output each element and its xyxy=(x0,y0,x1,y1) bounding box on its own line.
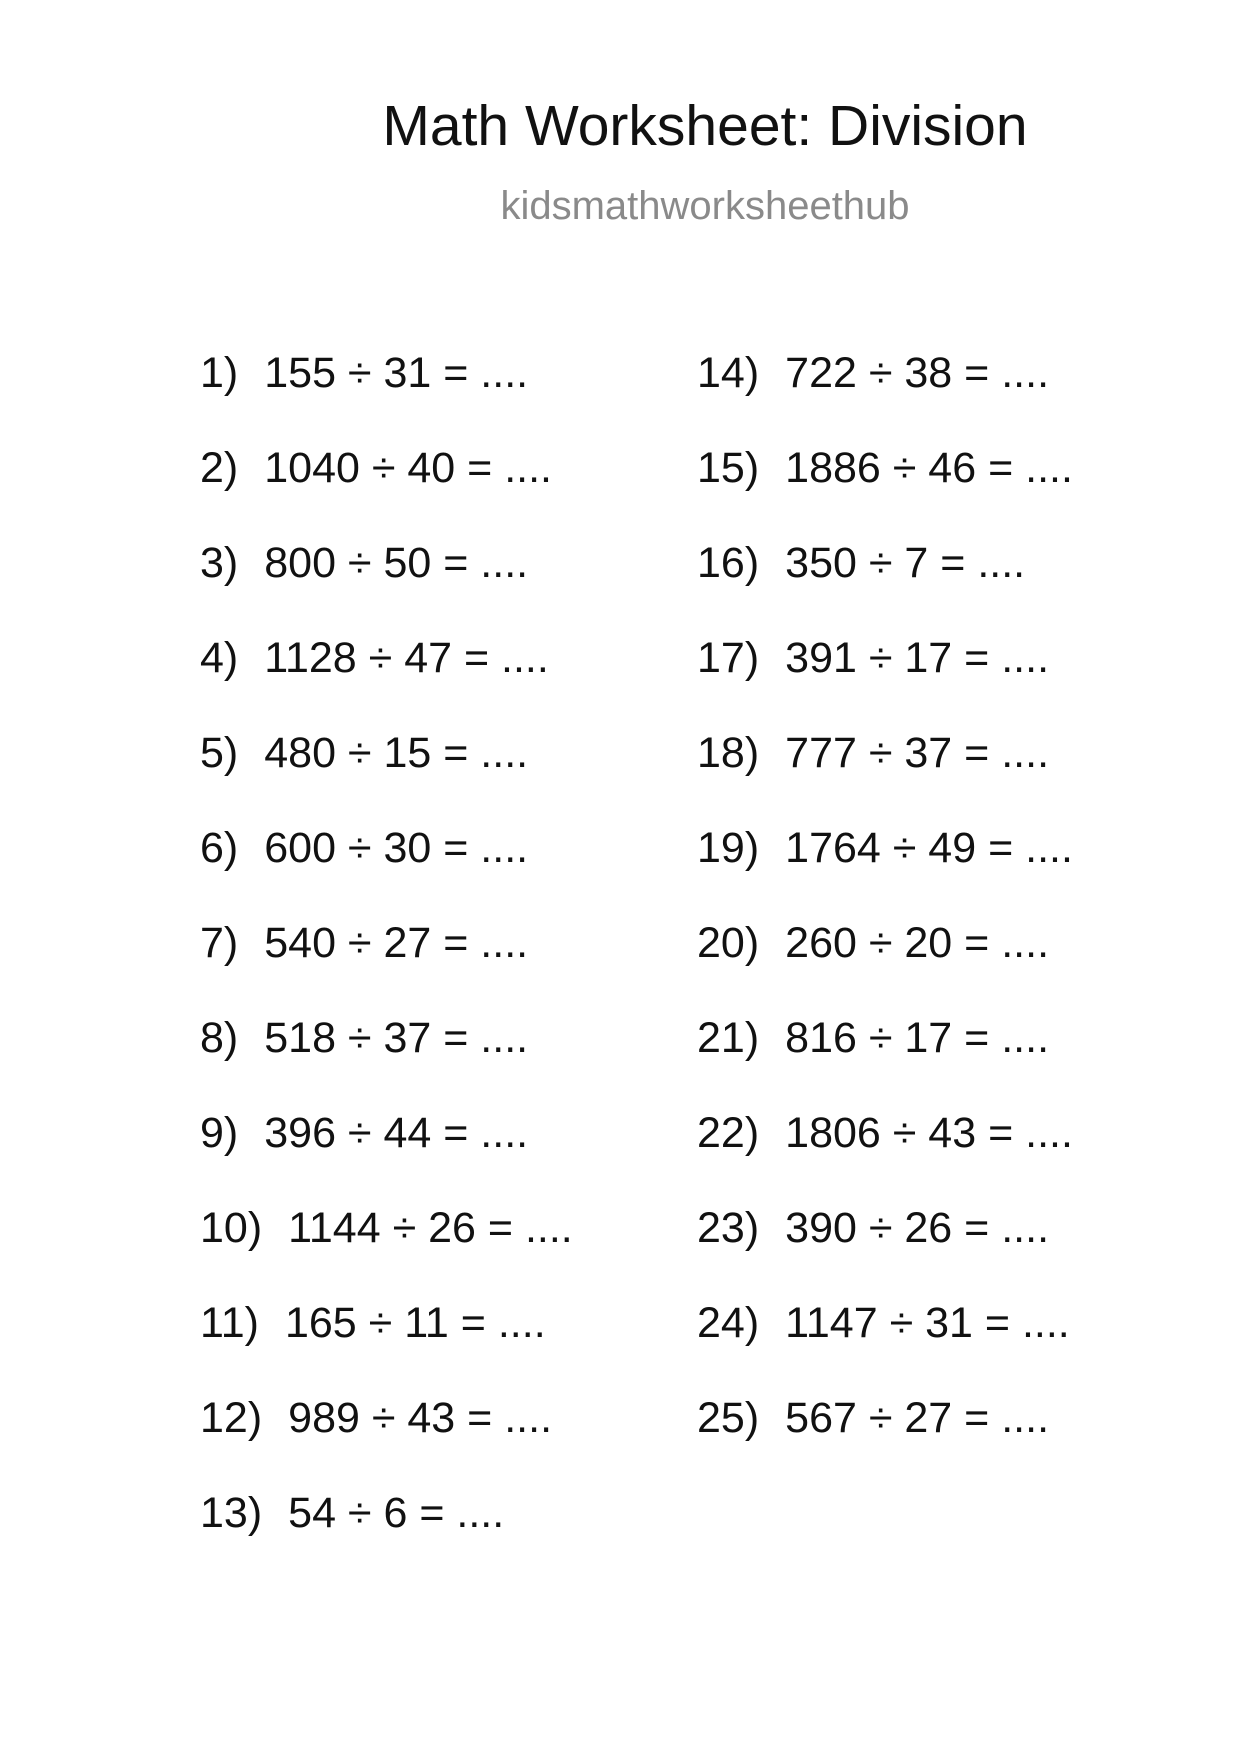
problem-number: 22) xyxy=(697,1109,760,1157)
problem-item xyxy=(697,1109,1073,1207)
problem-expression: 816 ÷ 17 = .... xyxy=(785,1014,1050,1062)
problem-expression: 155 ÷ 31 = .... xyxy=(264,349,529,397)
worksheet-subtitle: kidsmathworksheethub xyxy=(500,184,910,228)
problem-item xyxy=(697,444,1073,542)
problem-number: 3) xyxy=(200,539,239,587)
problem-number: 17) xyxy=(697,634,760,682)
problem-number: 12) xyxy=(200,1394,263,1442)
problem-expression: 1806 ÷ 43 = .... xyxy=(785,1109,1073,1157)
problem-expression: 1764 ÷ 49 = .... xyxy=(785,824,1073,872)
problem-number: 1) xyxy=(200,349,239,397)
problem-expression: 518 ÷ 37 = .... xyxy=(264,1014,529,1062)
problem-expression: 391 ÷ 17 = .... xyxy=(785,634,1050,682)
problem-number: 21) xyxy=(697,1014,760,1062)
problem-number: 6) xyxy=(200,824,239,872)
problem-number: 11) xyxy=(200,1299,259,1347)
problem-number: 18) xyxy=(697,729,760,777)
problem-item xyxy=(697,1204,1073,1302)
problem-item xyxy=(697,349,1073,447)
problem-expression: 600 ÷ 30 = .... xyxy=(264,824,529,872)
problem-item xyxy=(200,1299,573,1397)
problem-item xyxy=(697,539,1073,637)
problem-expression: 1128 ÷ 47 = .... xyxy=(264,634,549,682)
worksheet-title: Math Worksheet: Division xyxy=(382,94,1028,158)
problem-expression: 480 ÷ 15 = .... xyxy=(264,729,529,777)
problem-item xyxy=(200,729,573,827)
problem-number: 5) xyxy=(200,729,239,777)
problem-expression: 54 ÷ 6 = .... xyxy=(288,1489,505,1537)
problem-item xyxy=(200,1109,573,1207)
problem-column-right xyxy=(697,349,1073,1492)
problem-expression: 540 ÷ 27 = .... xyxy=(264,919,529,967)
problem-number: 15) xyxy=(697,444,760,492)
problem-number: 7) xyxy=(200,919,239,967)
problem-item xyxy=(200,1204,573,1302)
problem-item xyxy=(200,634,573,732)
problem-expression: 800 ÷ 50 = .... xyxy=(264,539,529,587)
problem-number: 14) xyxy=(697,349,760,397)
problem-item xyxy=(697,1014,1073,1112)
problem-expression: 390 ÷ 26 = .... xyxy=(785,1204,1050,1252)
problem-expression: 396 ÷ 44 = .... xyxy=(264,1109,529,1157)
problem-expression: 1040 ÷ 40 = .... xyxy=(264,444,553,492)
problem-expression: 722 ÷ 38 = .... xyxy=(785,349,1050,397)
problem-number: 10) xyxy=(200,1204,263,1252)
problem-expression: 989 ÷ 43 = .... xyxy=(288,1394,553,1442)
problem-item xyxy=(200,919,573,1017)
problem-number: 13) xyxy=(200,1489,263,1537)
problem-expression: 350 ÷ 7 = .... xyxy=(785,539,1026,587)
problem-item xyxy=(200,1014,573,1112)
problem-expression: 165 ÷ 11 = .... xyxy=(284,1299,546,1347)
problem-item xyxy=(200,824,573,922)
problem-item xyxy=(200,349,573,447)
problem-expression: 777 ÷ 37 = .... xyxy=(785,729,1050,777)
problem-expression: 1886 ÷ 46 = .... xyxy=(785,444,1073,492)
problem-number: 24) xyxy=(697,1299,760,1347)
problem-item xyxy=(697,824,1073,922)
problem-column-left xyxy=(200,349,573,1587)
problem-item xyxy=(200,444,573,542)
problem-expression: 1144 ÷ 26 = .... xyxy=(288,1204,573,1252)
problem-expression: 567 ÷ 27 = .... xyxy=(785,1394,1050,1442)
problem-item xyxy=(697,729,1073,827)
problem-number: 23) xyxy=(697,1204,760,1252)
problem-number: 9) xyxy=(200,1109,239,1157)
problem-number: 25) xyxy=(697,1394,760,1442)
problem-expression: 1147 ÷ 31 = .... xyxy=(785,1299,1070,1347)
problem-number: 4) xyxy=(200,634,239,682)
problem-item xyxy=(200,1394,573,1492)
problem-item xyxy=(200,1489,573,1587)
problem-number: 16) xyxy=(697,539,760,587)
problem-item xyxy=(200,539,573,637)
problem-number: 2) xyxy=(200,444,239,492)
problem-item xyxy=(697,634,1073,732)
problem-item xyxy=(697,919,1073,1017)
problem-item xyxy=(697,1394,1073,1492)
problem-number: 20) xyxy=(697,919,760,967)
problem-number: 8) xyxy=(200,1014,239,1062)
problem-number: 19) xyxy=(697,824,760,872)
problem-item xyxy=(697,1299,1073,1397)
problem-expression: 260 ÷ 20 = .... xyxy=(785,919,1050,967)
